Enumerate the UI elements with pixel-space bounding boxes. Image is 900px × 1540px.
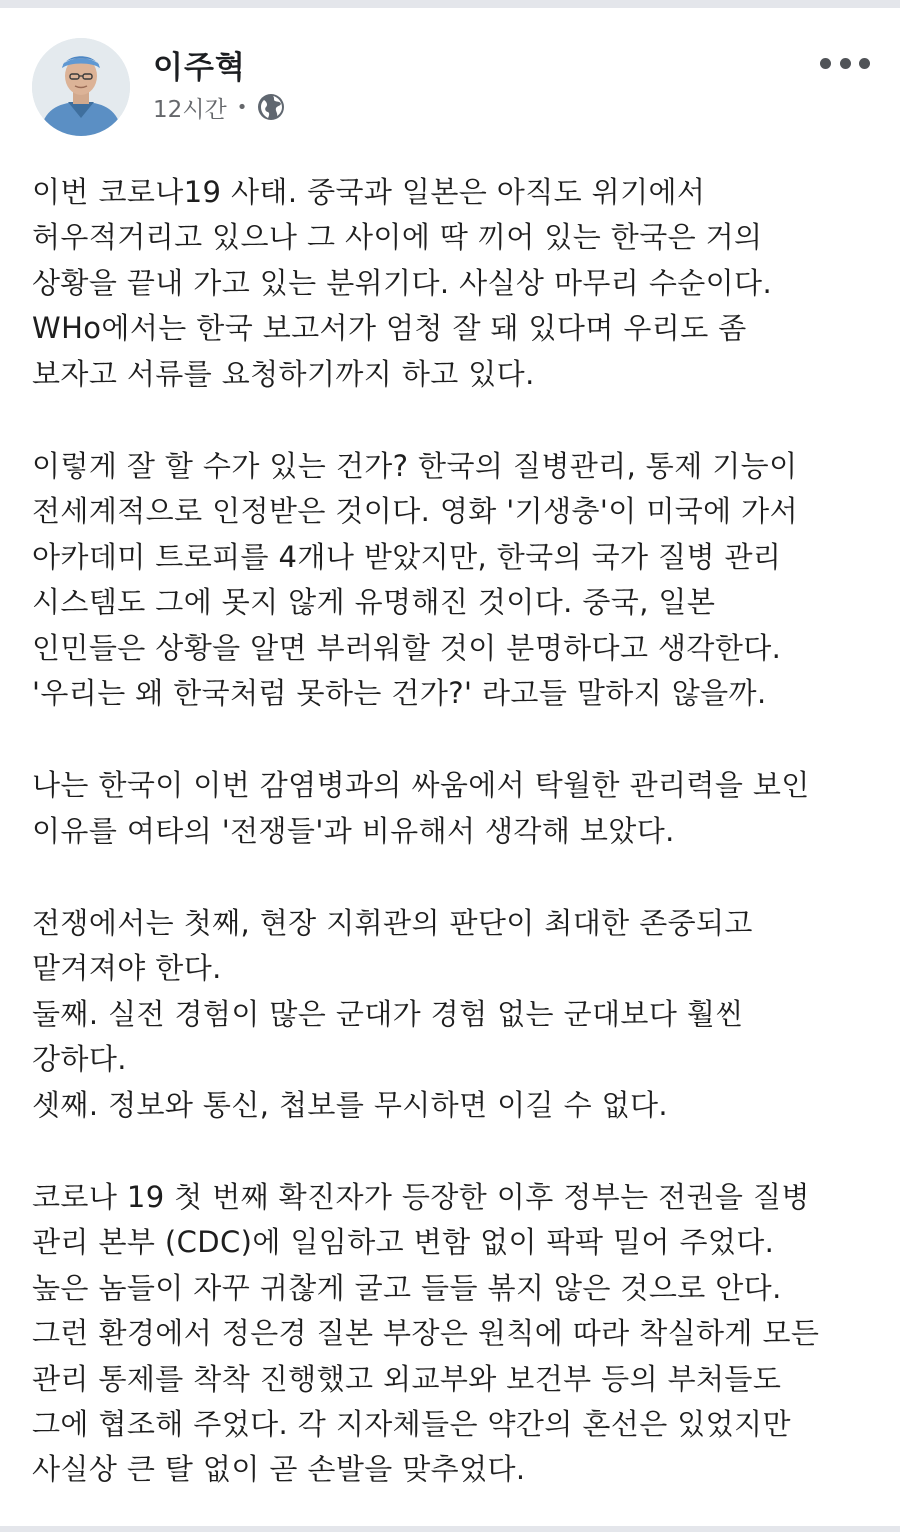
- post-body: [32, 170, 877, 1540]
- post-paragraph: [32, 444, 877, 716]
- post-text-line: 보자고 서류를 요청하기까지 하고 있다.: [32, 356, 535, 391]
- avatar[interactable]: [32, 38, 130, 136]
- post-text-line: 나는 한국이 이번 감염병과의 싸움에서 탁월한 관리력을 보인: [32, 768, 810, 803]
- post-text-line: 맡겨져야 한다.: [32, 951, 222, 986]
- post-text-line: 관리 본부 (CDC)에 일임하고 변함 없이 팍팍 밀어 주었다.: [32, 1225, 775, 1260]
- post-text-line: 높은 놈들이 자꾸 귀찮게 굴고 들들 볶지 않은 것으로 안다.: [32, 1270, 782, 1305]
- post-text-line: 이유를 여타의 '전쟁들'과 비유해서 생각해 보았다.: [32, 813, 675, 848]
- post-text-line: 이번 코로나19 사태. 중국과 일본은 아직도 위기에서: [32, 175, 706, 209]
- post-text-line: 시스템도 그에 못지 않게 유명해진 것이다. 중국, 일본: [32, 585, 716, 620]
- post-text-line: 아카데미 트로피를 4개나 받았지만, 한국의 국가 질병 관리: [32, 539, 782, 574]
- author-name[interactable]: 이주혁: [153, 50, 246, 86]
- globe-icon[interactable]: [256, 92, 286, 122]
- post-header: [32, 38, 872, 138]
- post-text-line: 전세계적으로 인정받은 것이다. 영화 '기생충'이 미국에 가서: [32, 494, 799, 529]
- post-paragraph: [32, 170, 877, 397]
- post-text-line: 셋째. 정보와 통신, 첩보를 무시하면 이길 수 없다.: [32, 1087, 669, 1122]
- post-paragraph: [32, 763, 877, 854]
- post-text-line: 그런 환경에서 정은경 질본 부장은 원칙에 따라 착실하게 모든: [32, 1316, 820, 1351]
- post-text-line: '우리는 왜 한국처럼 못하는 건가?' 라고들 말하지 않을까.: [32, 675, 767, 710]
- post-text-line: 허우적거리고 있으나 그 사이에 딱 끼어 있는 한국은 거의: [32, 220, 763, 255]
- bottom-divider: [0, 1526, 900, 1532]
- post-text-line: 이렇게 잘 할 수가 있는 건가? 한국의 질병관리, 통제 기능이: [32, 448, 798, 483]
- post-text-line: 그에 협조해 주었다. 각 지자체들은 약간의 혼선은 있었지만: [32, 1406, 791, 1441]
- avatar-photo: [32, 38, 130, 136]
- post-text-line: 관리 통제를 착착 진행했고 외교부와 보건부 등의 부처들도: [32, 1361, 782, 1396]
- post-text-line: 전쟁에서는 첫째, 현장 지휘관의 판단이 최대한 존중되고: [32, 906, 753, 941]
- post-text-line: 사실상 큰 탈 없이 곧 손발을 맞추었다.: [32, 1452, 526, 1487]
- more-options-icon[interactable]: [820, 48, 870, 78]
- post-text-line: 둘째. 실전 경험이 많은 군대가 경험 없는 군대보다 훨씬: [32, 996, 744, 1031]
- post-timestamp[interactable]: 12시간: [153, 96, 227, 123]
- meta-separator: •: [236, 96, 248, 118]
- post-text-line: 인민들은 상황을 알면 부러워할 것이 분명하다고 생각한다.: [32, 630, 782, 665]
- post-text-line: 코로나 19 첫 번째 확진자가 등장한 이후 정부는 전권을 질병: [32, 1180, 810, 1215]
- post-meta: [153, 90, 286, 124]
- post-text-line: WHo에서는 한국 보고서가 엄청 잘 돼 있다며 우리도 좀: [32, 311, 747, 346]
- post-paragraph: [32, 901, 877, 1128]
- post-paragraph: [32, 1175, 877, 1493]
- top-divider: [0, 0, 900, 8]
- post-text-line: 강하다.: [32, 1042, 127, 1077]
- post-text-line: 상황을 끝내 가고 있는 분위기다. 사실상 마무리 수순이다.: [32, 265, 773, 300]
